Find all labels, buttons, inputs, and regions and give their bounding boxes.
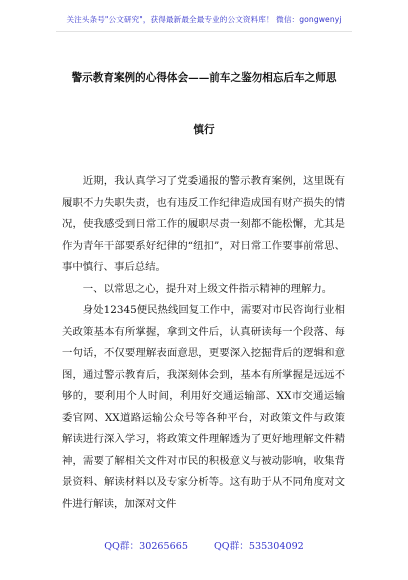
document-body (62, 171, 345, 515)
body-paragraph-intro: 近期，我认真学习了党委通报的警示教育案例，这里既有履职不力失职失责，也有违反工作纪律造成国有财产损失的情况，使我感受到日常工作的履职尽责一刻都不能松懈，尤其是作为青年干部要系好纪律的“纽扣”，对日常工作要事前常思、事中慎行、事后总结。 (62, 175, 345, 273)
header-divider (56, 31, 352, 32)
document-title: 警示教育案例的心得体会——前车之鉴勿相忘后车之师思 (71, 72, 337, 84)
document-author: 慎行 (193, 124, 215, 136)
body-paragraph-detail: 身处12345便民热线回复工作中，需要对市民咨询行业相关政策基本有所掌握，拿到文件后，认真研读每一个段落、每一句话，不仅要理解表面意思，更要深入挖掘背后的逻辑和意图，通过警示教育后，我深刻体会到，基本有所掌握是远远不够的，要利用个人时间，利用好交通运输部、XX市交通运输委官网、XX道路运输公众号等各种平台，对政策文件与政策解读进行深入学习，将政策文件理解透为了更好地理解文件精神，需要了解相关文件对市民的积极意义与被动影响，收集背景资料、解读材料以及专家分析等。这有助于从不同角度对文件进行解读，加深对文件 (62, 304, 345, 510)
footer-qq-group-2: QQ群：535304092 (213, 541, 304, 552)
body-paragraph-heading-1: 一、以常思之心，提升对上级文件指示精神的理解力。 (82, 282, 333, 295)
header-promo-text: 关注头条号"公文研究"，获得最新最全最专业的公文资料库！ 微信：gongwenyj (66, 15, 342, 24)
footer-contact (0, 538, 408, 552)
footer-qq-group-1: QQ群：30265665 (104, 541, 188, 552)
